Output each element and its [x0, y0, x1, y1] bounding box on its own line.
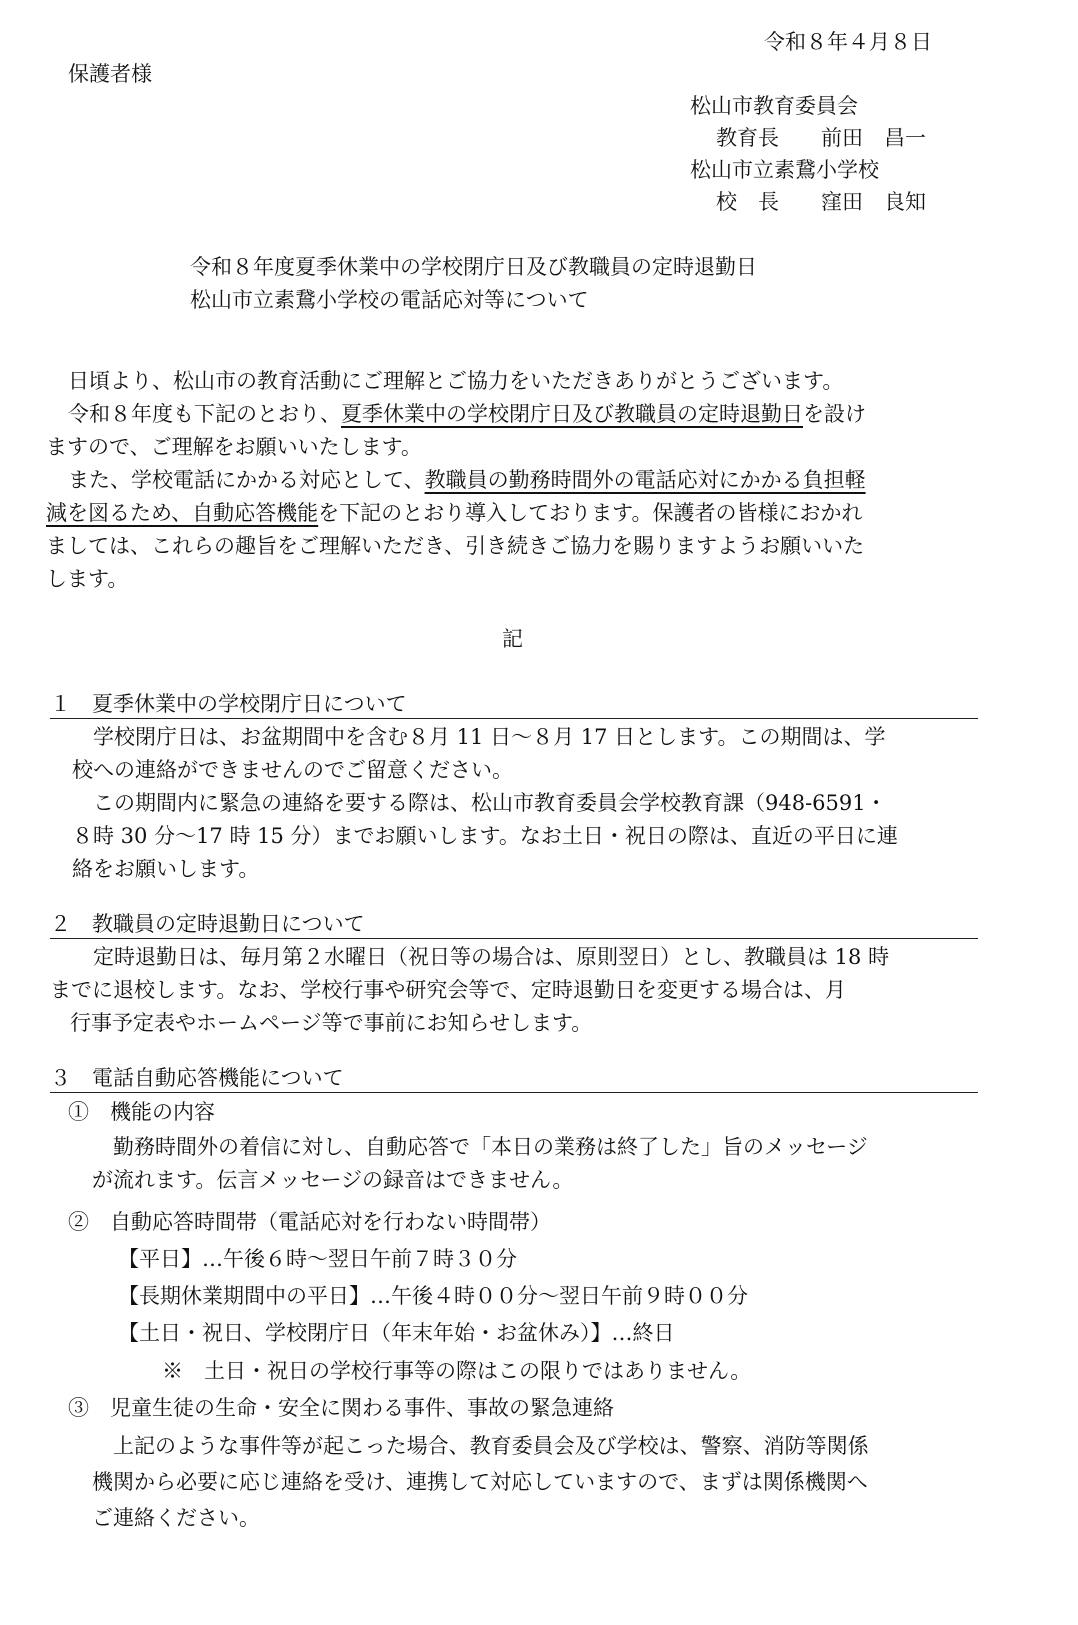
- underlined-text: 減を図るため、自動応答機能: [46, 501, 319, 525]
- intro-paragraph-3-line-4: します。: [46, 567, 129, 591]
- intro-paragraph-3-line-1: [46, 464, 866, 497]
- intro-paragraph-1: 日頃より、松山市の教育活動にご理解とご協力をいただきありがとうございます。: [68, 369, 844, 393]
- section-1-rule: [50, 718, 978, 719]
- ki-marker: 記: [502, 627, 523, 651]
- item-2-line: 【長期休業期間中の平日】…午後４時００分～翌日午前９時００分: [118, 1284, 748, 1308]
- section-1-line: この期間内に緊急の連絡を要する際は、松山市教育委員会学校教育課（948-6591・: [72, 791, 887, 815]
- section-3-rule: [50, 1092, 978, 1093]
- item-1-line: が流れます。伝言メッセージの録音はできません。: [92, 1168, 574, 1192]
- underlined-text: 夏季休業中の学校閉庁日及び教職員の定時退勤日: [341, 402, 803, 426]
- section-2-line: までに退校します。なお、学校行事や研究会等で、定時退勤日を変更する場合は、月: [50, 978, 846, 1002]
- item-2-line: 【平日】…午後６時～翌日午前７時３０分: [118, 1247, 517, 1271]
- section-2-line: 行事予定表やホームページ等で事前にお知らせします。: [70, 1011, 593, 1035]
- text-span: 令和８年度も下記のとおり、: [68, 402, 341, 426]
- item-1-line: 勤務時間外の着信に対し、自動応答で「本日の業務は終了した」旨のメッセージ: [92, 1135, 868, 1159]
- section-1-line: 学校閉庁日は、お盆期間中を含む８月 11 日～８月 17 日とします。この期間は、学: [72, 725, 886, 749]
- section-1-line: ８時 30 分～17 時 15 分）までお願いします。なお土日・祝日の際は、直近の平日に連: [72, 824, 898, 848]
- intro-paragraph-2-line-2: ますので、ご理解をお願いいたします。: [46, 435, 422, 459]
- item-2-note: ※ 土日・祝日の学校行事等の際はこの限りではありません。: [162, 1359, 752, 1383]
- intro-paragraph-3-line-2: [46, 497, 866, 530]
- section-2-rule: [50, 938, 978, 939]
- sender-org-school: 松山市立素鵞小学校: [690, 158, 879, 182]
- subject-line: 松山市立素鵞小学校の電話応対等について: [190, 288, 589, 312]
- section-2-body: [50, 941, 889, 1040]
- sender-org-board: 松山市教育委員会: [690, 94, 858, 118]
- text-span: を設け: [803, 402, 866, 426]
- section-2-heading: ２ 教職員の定時退勤日について: [50, 912, 365, 936]
- item-3-line: 機関から必要に応じ連絡を受け、連携して対応していますので、まずは関係機関へ: [92, 1470, 868, 1494]
- intro-paragraph-2-line-1: [46, 398, 866, 431]
- text-span: また、学校電話にかかる対応として、: [68, 468, 425, 492]
- section-3-item-2-title: ② 自動応答時間帯（電話応対を行わない時間帯）: [68, 1210, 551, 1234]
- section-3-heading: ３ 電話自動応答機能について: [50, 1066, 344, 1090]
- text-span: を下記のとおり導入しております。保護者の皆様におかれ: [318, 501, 863, 525]
- section-3-item-2-body: [118, 1243, 748, 1354]
- section-2-line: 定時退勤日は、毎月第２水曜日（祝日等の場合は、原則翌日）とし、教職員は 18 時: [72, 945, 890, 969]
- item-3-line: 上記のような事件等が起こった場合、教育委員会及び学校は、警察、消防等関係: [92, 1434, 869, 1458]
- section-3-item-3-body: [92, 1430, 869, 1538]
- section-1-line: 校への連絡ができませんのでご留意ください。: [72, 758, 513, 782]
- item-3-line: ご連絡ください。: [92, 1506, 260, 1530]
- document-date: 令和８年４月８日: [764, 30, 932, 54]
- section-3-item-1-body: [92, 1131, 868, 1197]
- section-1-heading: １ 夏季休業中の学校閉庁日について: [50, 692, 407, 716]
- sender-principal: 校 長 窪田 良知: [716, 190, 926, 214]
- subject-line: 令和８年度夏季休業中の学校閉庁日及び教職員の定時退勤日: [190, 255, 757, 279]
- sender-superintendent: 教育長 前田 昌一: [716, 126, 926, 150]
- intro-paragraphs: [46, 365, 866, 596]
- section-1-line: 絡をお願いします。: [72, 857, 260, 881]
- item-2-line: 【土日・祝日、学校閉庁日（年末年始・お盆休み）】…終日: [118, 1321, 675, 1345]
- section-3-item-1-title: ① 機能の内容: [68, 1100, 215, 1124]
- addressee: 保護者様: [68, 62, 152, 86]
- underlined-text: 教職員の勤務時間外の電話応対にかかる負担軽: [424, 468, 866, 492]
- section-1-body: [72, 721, 898, 886]
- intro-paragraph-3-line-3: ましては、これらの趣旨をご理解いただき、引き続きご協力を賜りますようお願いいた: [46, 534, 865, 558]
- section-3-item-3-title: ③ 児童生徒の生命・安全に関わる事件、事故の緊急連絡: [68, 1396, 614, 1420]
